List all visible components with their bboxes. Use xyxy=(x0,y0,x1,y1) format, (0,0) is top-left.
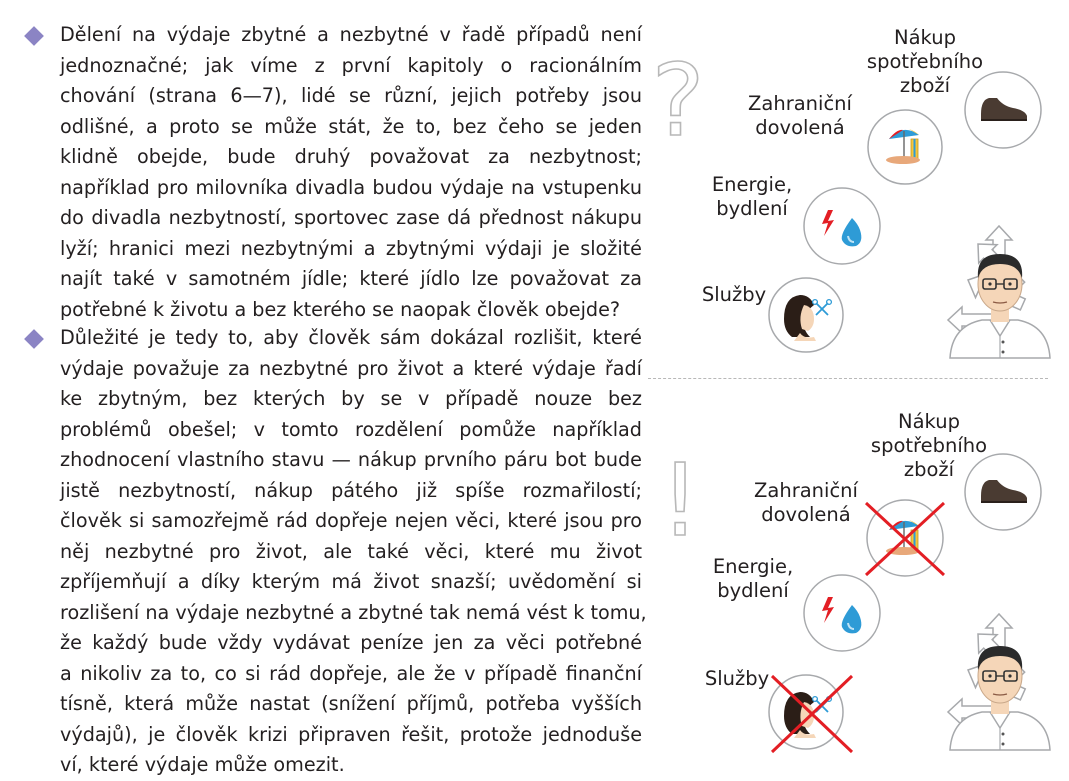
paragraph-line: zhodnocení vlastního stavu — nákup prvního páru bot bude xyxy=(60,448,642,471)
label-vacation: Zahraniční dovolená xyxy=(748,92,852,139)
paragraph-line: jednoznačné; jak víme z první kapitoly o racionálním xyxy=(60,53,642,77)
paragraph-line: člověk si samozřejmě rád dopřeje nejen věci, které jsou pro xyxy=(60,509,642,532)
paragraph-line: lyží; hranici mezi nezbytnými a zbytnými výdaji je složité xyxy=(60,236,642,260)
exclamation-mark-icon: ! xyxy=(659,442,701,559)
paragraph-line: výdaje považuje za nezbytné pro život a které výdaje řadí xyxy=(60,356,642,380)
paragraph-line: rozlišení na výdaje nezbytné a zbytné tak nemá vést k tomu, xyxy=(60,600,647,624)
paragraph-line: chování (strana 6—7), lidé se různí, jejich potřeby jsou xyxy=(60,84,642,107)
man-figure xyxy=(950,254,1050,358)
paragraph-line: něj nezbytné pro život, ale také věci, které mu život xyxy=(60,539,642,563)
paragraph-line: a nikoliv za to, co si rád dopřeje, ale že v případě finanční xyxy=(60,661,642,685)
paragraph-line: problémů obešel; v tomto rozdělení pomůže například xyxy=(60,417,642,441)
paragraph-line: Důležité je tedy to, aby člověk sám dokázal rozlišit, které xyxy=(60,326,642,349)
energy-circle xyxy=(804,575,880,651)
paragraph-line: potřebné k životu a bez kterého se naopak člověk obejde? xyxy=(60,297,621,321)
label-services: Služby xyxy=(704,667,770,690)
paragraph-line: výdajů), je člověk krizi připraven řešit, protože jednoduše xyxy=(60,722,642,746)
paragraph-line: najít také v samotném jídle; které jídlo lze považovat za xyxy=(60,267,642,290)
paragraph-line: ke zbytným, bez kterých by se v případě nouze bez xyxy=(60,387,642,410)
vacation-circle xyxy=(868,110,942,184)
paragraph-line: do divadla nezbytností, sportovec zase dá přednost nákupu xyxy=(60,206,642,229)
paragraph-line: zpříjemňují a díky kterým má život snazší; uvědomění si xyxy=(60,570,642,593)
label-vacation: Zahraniční dovolená xyxy=(754,479,858,526)
paragraph-line: odlišné, a proto se může stát, že to, bez čeho se jeden xyxy=(60,114,642,138)
paragraph-line: ví, které výdaje může omezit. xyxy=(60,753,345,776)
label-shopping: Nákup spotřebního zboží xyxy=(870,410,988,481)
label-energy: Energie, bydlení xyxy=(712,555,794,602)
paragraph-line: klidně obejde, bude druhý považovat za nezbytnost; xyxy=(60,145,642,168)
paragraph-line: Dělení na výdaje zbytné a nezbytné v řadě případů není xyxy=(60,23,642,46)
label-shopping: Nákup spotřebního zboží xyxy=(866,26,984,97)
paragraph-line: tísně, která může nastat (snížení příjmů, potřeba vyšších xyxy=(60,692,642,715)
man-figure xyxy=(950,646,1050,750)
paragraph-line: jistě nezbytností, nákup pátého již spíše rozmařilostí; xyxy=(60,478,642,502)
question-mark-icon: ? xyxy=(651,42,705,159)
label-services: Služby xyxy=(701,283,767,306)
energy-circle xyxy=(804,188,880,264)
label-energy: Energie, bydlení xyxy=(711,173,793,220)
paragraph-line: že každý bude vždy vydávat peníze jen za věci potřebné xyxy=(60,631,642,654)
paragraph-line: například pro milovníka divadla budou výdaje na vstupenku xyxy=(60,175,642,199)
